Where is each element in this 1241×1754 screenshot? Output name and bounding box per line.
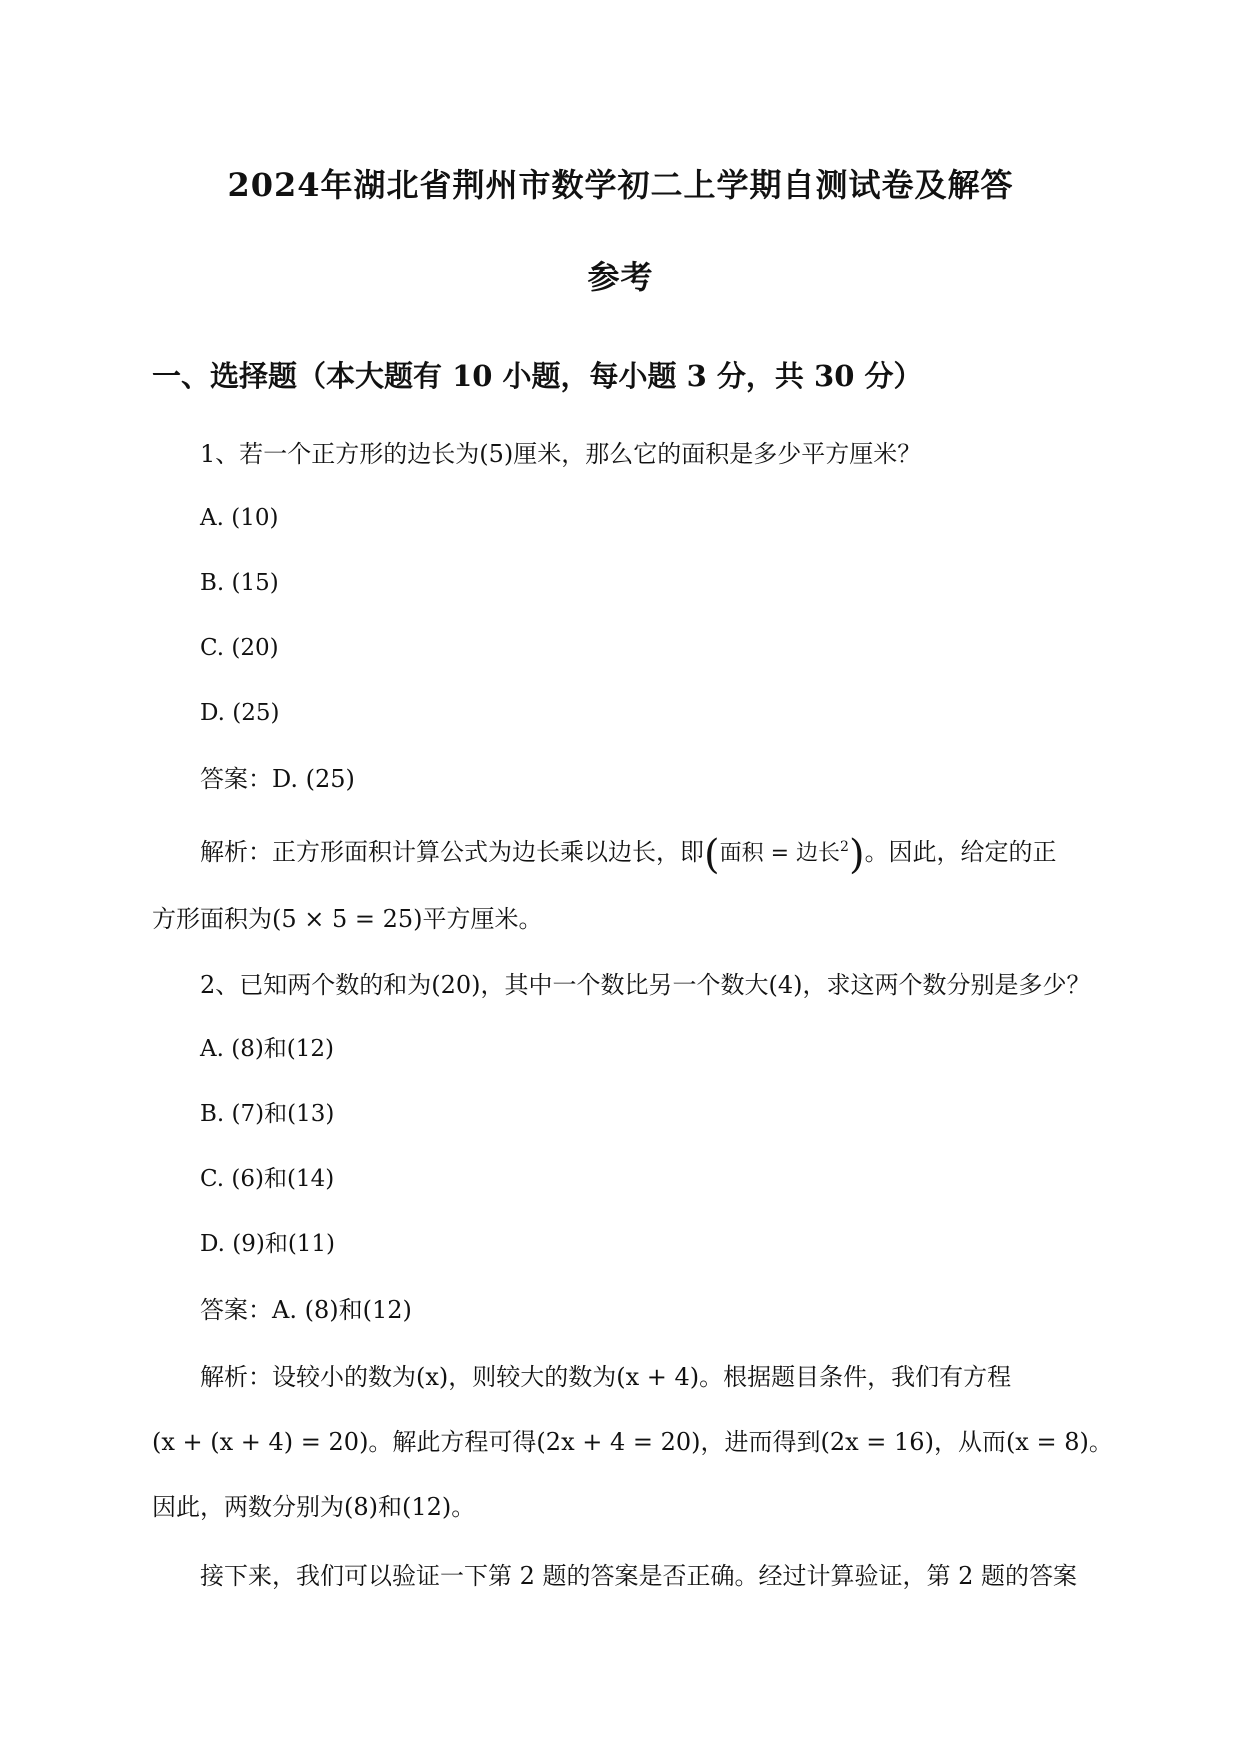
q1-option-b: B. (15) xyxy=(200,570,279,596)
doc-title-line2: 参考 xyxy=(587,258,654,296)
section-heading: 一、选择题（本大题有 10 小题，每小题 3 分，共 30 分） xyxy=(152,359,923,393)
q2-analysis-line1: 解析：设较小的数为(x)，则较大的数为(x + 4)。根据题目条件，我们有方程 xyxy=(200,1363,1012,1391)
q1-stem-suffix: 厘米，那么它的面积是多少平方厘米？ xyxy=(513,440,922,468)
formula-exponent: 2 xyxy=(840,839,849,855)
q1-stem-value: (5) xyxy=(479,440,514,468)
doc-title-line1: 2024年湖北省荆州市数学初二上学期自测试卷及解答 xyxy=(227,166,1014,204)
formula-right-paren: ) xyxy=(848,832,865,878)
q2-option-d: D. (9)和(11) xyxy=(200,1231,336,1257)
q1-analysis-line2: 方形面积为(5 × 5 = 25)平方厘米。 xyxy=(152,905,543,933)
q1-option-a: A. (10) xyxy=(200,505,279,531)
q2-answer: 答案：A. (8)和(12) xyxy=(200,1296,412,1324)
q1-analysis-line1 xyxy=(200,832,1057,878)
q2-analysis-line3: 因此，两数分别为(8)和(12)。 xyxy=(152,1493,476,1521)
q1-analysis-text-end: 。因此，给定的正 xyxy=(864,838,1057,866)
closing-paragraph: 接下来，我们可以验证一下第 2 题的答案是否正确。经过计算验证，第 2 题的答案 xyxy=(200,1562,1078,1590)
q1-analysis-text: 解析：正方形面积计算公式为边长乘以边长，即 xyxy=(200,838,704,866)
q2-option-c: C. (6)和(14) xyxy=(200,1166,335,1192)
q1-stem-prefix: 1、若一个正方形的边长为 xyxy=(200,440,480,468)
q1-option-c: C. (20) xyxy=(200,635,279,661)
q2-option-a: A. (8)和(12) xyxy=(200,1036,335,1062)
q1-stem xyxy=(200,442,921,466)
q2-analysis-line2: (x + (x + 4) = 20)。解此方程可得(2x + 4 = 20)，进而得到(2x = 16)，从而(x = 8)。 xyxy=(152,1428,1113,1456)
q1-option-d: D. (25) xyxy=(200,700,280,726)
q2-stem: 2、已知两个数的和为(20)，其中一个数比另一个数大(4)，求这两个数分别是多少？ xyxy=(200,971,1091,999)
q2-option-b: B. (7)和(13) xyxy=(200,1101,335,1127)
q1-answer: 答案：D. (25) xyxy=(200,765,355,793)
formula-left-paren: ( xyxy=(704,832,720,878)
area-formula: 面积 = 边长 xyxy=(719,841,841,866)
